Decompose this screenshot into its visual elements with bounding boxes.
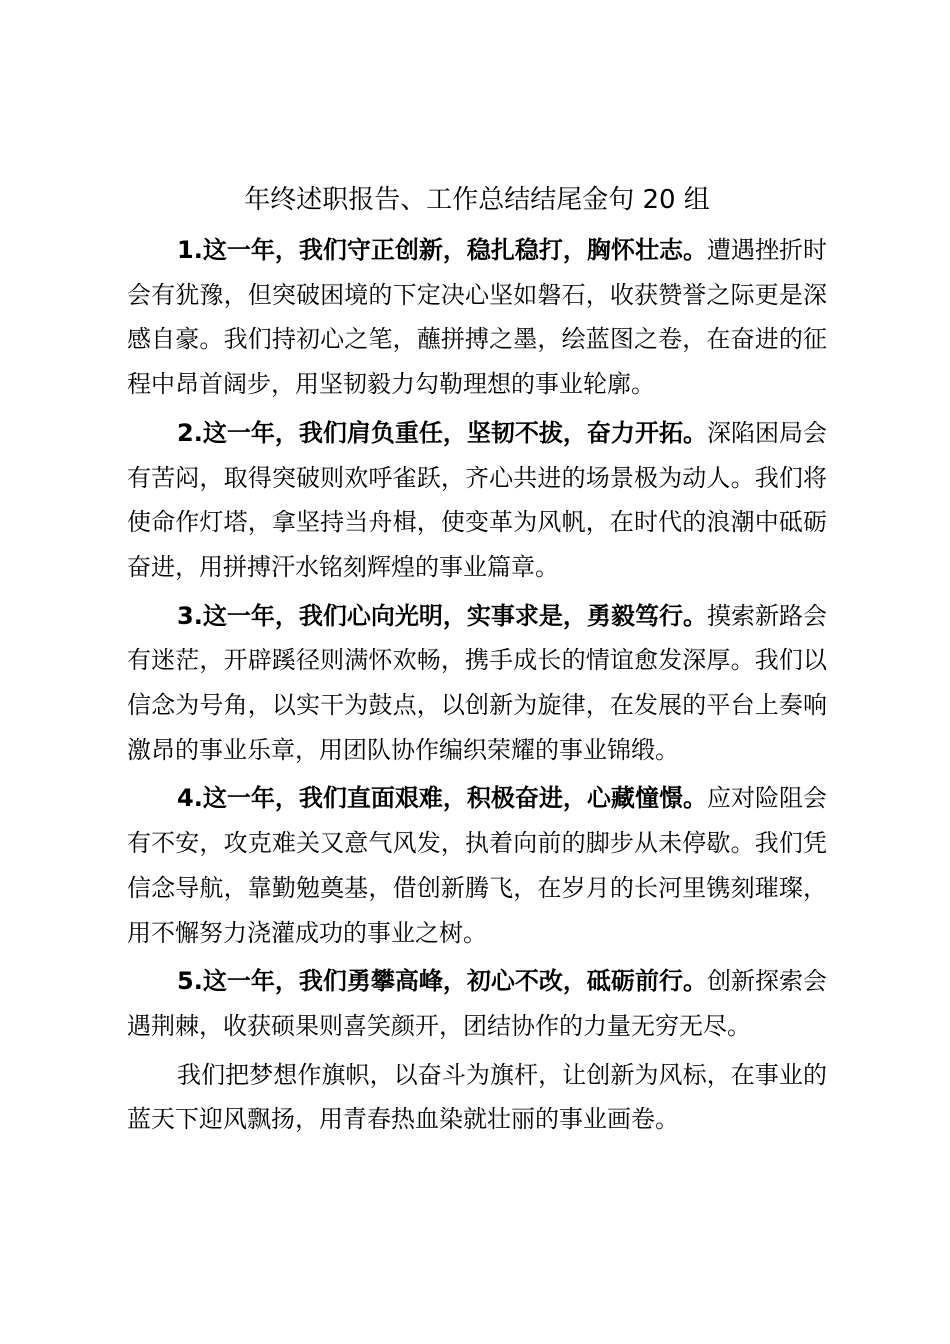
- paragraph-lead: 5.这一年，我们勇攀高峰，初心不改，砥砺前行。: [177, 967, 707, 996]
- document-page: [127, 178, 827, 1146]
- paragraph-lead: 3.这一年，我们心向光明，实事求是，勇毅笃行。: [177, 601, 707, 630]
- paragraph-body: 摸索新路会有迷茫，开辟蹊径则满怀欢畅，携手成长的情谊愈发深厚。我们以信念为号角，以实干为鼓点，以创新为旋律，在发展的平台上奏响激昂的事业乐章，用团队协作编织荣耀的事业锦缎。: [127, 601, 827, 764]
- paragraph-lead: 2.这一年，我们肩负重任，坚韧不拔，奋力开拓。: [177, 418, 707, 447]
- paragraph-4: [127, 776, 827, 955]
- paragraph-lead: 4.这一年，我们直面艰难，积极奋进，心藏憧憬。: [177, 784, 707, 813]
- paragraph-body: 深陷困局会有苦闷，取得突破则欢呼雀跃，齐心共进的场景极为动人。我们将使命作灯塔，拿坚持当舟楫，使变革为风帆，在时代的浪潮中砥砺奋进，用拼搏汗水铭刻辉煌的事业篇章。: [127, 418, 827, 581]
- paragraph-1: [127, 228, 827, 407]
- paragraph-lead: 1.这一年，我们守正创新，稳扎稳打，胸怀壮志。: [177, 236, 707, 264]
- paragraph-body: 我们把梦想作旗帜，以奋斗为旗杆，让创新为风标，在事业的蓝天下迎风飘扬，用青春热血染就壮丽的事业画卷。: [127, 1060, 827, 1134]
- paragraph-body: 创新探索会遇荆棘，收获硕果则喜笑颜开，团结协作的力量无穷无尽。: [127, 967, 827, 1040]
- paragraph-body: 遭遇挫折时会有犹豫，但突破困境的下定决心坚如磐石，收获赞誉之际更是深感自豪。我们持初心之笔，蘸拼搏之墨，绘蓝图之卷，在奋进的征程中昂首阔步，用坚韧毅力勾勒理想的事业轮廓。: [127, 236, 827, 399]
- paragraph-5: [127, 959, 827, 1048]
- paragraph-2: [127, 411, 827, 590]
- paragraph-6: [127, 1053, 827, 1142]
- paragraph-3: [127, 594, 827, 773]
- document-title: 年终述职报告、工作总结结尾金句 20 组: [244, 185, 710, 215]
- paragraph-body: 应对险阻会有不安，攻克难关又意气风发，执着向前的脚步从未停歇。我们凭信念导航，靠勤勉奠基，借创新腾飞，在岁月的长河里镌刻璀璨，用不懈努力浇灌成功的事业之树。: [127, 784, 827, 947]
